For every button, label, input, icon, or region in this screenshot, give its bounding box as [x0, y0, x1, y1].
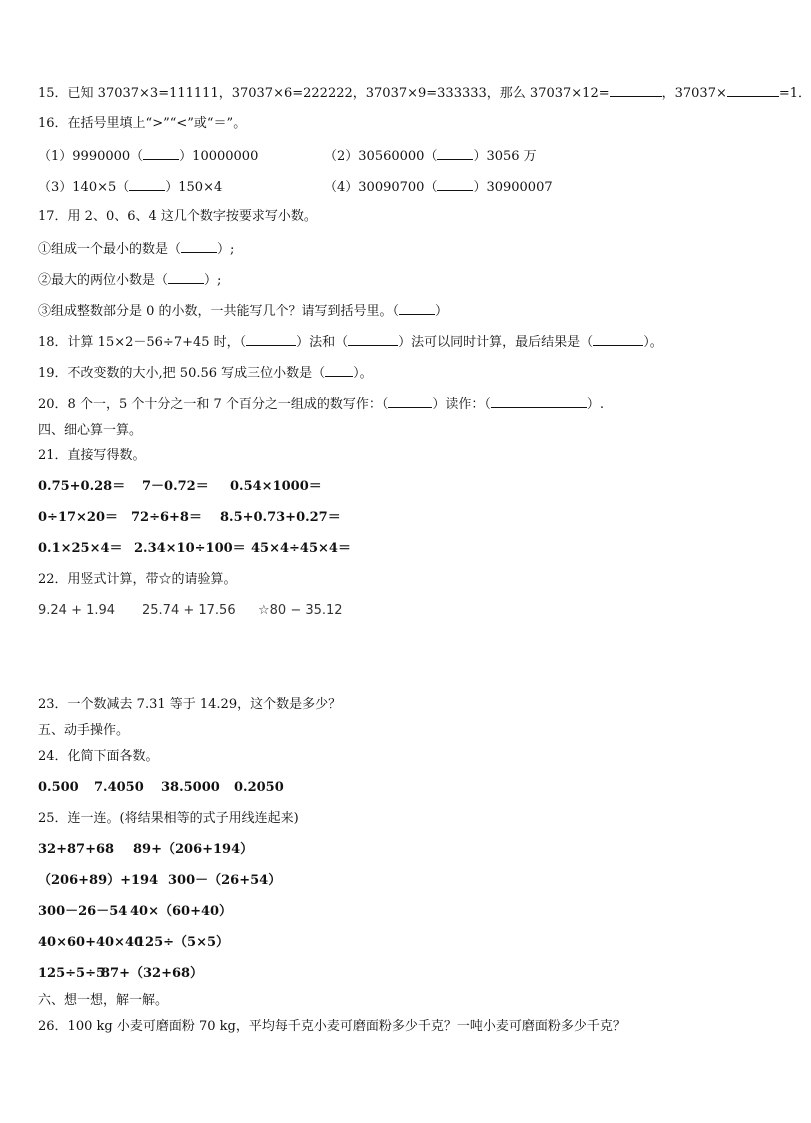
q16-item-3-post: ）150×4 [165, 180, 223, 195]
q25-right-expr: 300－（26+54） [168, 873, 282, 888]
q19-blank[interactable] [325, 364, 353, 377]
q18-text-b: ）法和（ [296, 335, 349, 350]
q17-item-1-blank[interactable] [181, 240, 217, 253]
q16-item-1-pre: （1）9990000（ [38, 149, 144, 164]
q15-blank-2[interactable] [727, 84, 779, 97]
q18-text-c: ）法可以同时计算，最后结果是（ [398, 335, 594, 350]
q17-item-3-blank[interactable] [399, 302, 435, 315]
q21-expr: 0.1×25×4＝ [38, 541, 123, 556]
q20-text-a: 20．8 个一，5 个十分之一和 7 个百分之一组成的数写作：（ [38, 397, 389, 412]
q25-left-expr: 32+87+68 [38, 842, 115, 857]
q21-expr: 8.5+0.73+0.27＝ [220, 510, 341, 525]
q17-item-2-pre: ②最大的两位小数是（ [38, 273, 169, 288]
q21-expr: 72÷6+8＝ [131, 510, 202, 525]
question-26: 26．100 kg 小麦可磨面粉 70 kg，平均每千克小麦可磨面粉多少千克？一吨小麦可磨面粉多少千克？ [38, 1019, 626, 1034]
q18-blank-1[interactable] [246, 333, 296, 346]
q24-number: 7.4050 [94, 780, 144, 795]
q16-item-3 [38, 178, 222, 196]
q15-text-a: 15． [38, 86, 68, 101]
q15-text-c: ，37037× [661, 86, 727, 101]
section-5-heading: 五、动手操作。 [38, 723, 130, 738]
q18-text-a: 18．计算 15×2－56÷7+45 时，（ [38, 335, 247, 350]
question-19 [38, 364, 373, 382]
q17-item-2-post: ）; [204, 273, 222, 288]
q25-left-expr: 125÷5÷5 [38, 966, 106, 981]
q16-item-4-blank[interactable] [437, 178, 473, 191]
q20-blank-1[interactable] [388, 395, 432, 408]
q25-right-expr: 125÷（5×5） [136, 935, 230, 950]
q16-item-3-pre: （3）140×5（ [38, 180, 130, 195]
q16-item-1-blank[interactable] [143, 147, 179, 160]
question-22-title: 22．用竖式计算，带☆的请验算。 [38, 572, 237, 587]
q16-item-1 [38, 147, 258, 165]
q17-item-2-blank[interactable] [168, 271, 204, 284]
question-15 [38, 84, 811, 102]
question-21-title: 21．直接写得数。 [38, 448, 146, 463]
q25-right-expr: 89+（206+194） [133, 842, 254, 857]
q17-item-1-post: ）; [217, 242, 235, 257]
q17-item-2 [38, 271, 221, 289]
q21-expr: 0÷17×20＝ [38, 510, 119, 525]
q20-text-b: ）读作：（ [432, 397, 491, 412]
q17-item-1 [38, 240, 234, 258]
q16-item-2-post: ）3056 万 [473, 149, 537, 164]
q25-right-expr: 40×（60+40） [130, 904, 233, 919]
question-20 [38, 395, 604, 413]
q22-expr-1: 9.24 + 1.94 [38, 603, 116, 618]
q25-right-expr: 87+（32+68） [101, 966, 204, 981]
q21-row-1 [38, 479, 322, 495]
q21-expr: 0.54×1000＝ [230, 479, 322, 494]
q24-number: 0.2050 [234, 780, 284, 795]
q22-expr-2: 25.74 + 17.56 [142, 603, 236, 618]
q21-row-2 [38, 510, 341, 526]
q16-item-2-blank[interactable] [437, 147, 473, 160]
q18-blank-2[interactable] [348, 333, 398, 346]
q25-left-expr: 300－26－54 [38, 904, 128, 919]
section-6-heading: 六、想一想，解一解。 [38, 993, 169, 1008]
q21-expr: 0.75+0.28＝ [38, 479, 126, 494]
q16-item-2-pre: （2）30560000（ [324, 149, 438, 164]
q15-text-d: =1． [778, 86, 811, 101]
q15-blank-1[interactable] [610, 84, 662, 97]
q17-item-3-post: ） [435, 304, 449, 319]
question-16-title: 16．在括号里填上“>”“<”或“＝”。 [38, 116, 247, 131]
q16-item-4-post: ）30900007 [473, 180, 553, 195]
q16-item-3-blank[interactable] [129, 178, 165, 191]
question-18 [38, 333, 663, 351]
q19-text-a: 19．不改变数的大小,把 50.56 写成三位小数是（ [38, 366, 326, 381]
q25-row-2 [38, 873, 281, 889]
q19-text-b: ）。 [353, 366, 373, 381]
q25-left-expr: （206+89）+194 [38, 873, 159, 888]
question-23: 23．一个数减去 7.31 等于 14.29，这个数是多少？ [38, 697, 342, 712]
question-25-title: 25．连一连。(将结果相等的式子用线连起来) [38, 811, 299, 826]
question-17-title: 17．用 2、0、6、4 这几个数字按要求写小数。 [38, 209, 317, 224]
q16-item-4-pre: （4）30090700（ [324, 180, 438, 195]
q17-item-3-pre: ③组成整数部分是 0 的小数，一共能写几个？请写到括号里。（ [38, 304, 400, 319]
section-4-heading: 四、细心算一算。 [38, 423, 143, 438]
q21-expr: 2.34×10÷100＝ [134, 541, 246, 556]
q18-blank-3[interactable] [593, 333, 643, 346]
q21-expr: 45×4÷45×4＝ [251, 541, 351, 556]
q25-left-expr: 40×60+40×40 [38, 935, 144, 950]
q16-item-2 [324, 147, 537, 165]
q25-row-5 [38, 966, 203, 982]
q16-item-1-post: ）10000000 [179, 149, 259, 164]
q21-expr: 7－0.72＝ [142, 479, 209, 494]
q24-items [38, 780, 284, 796]
q22-expressions [38, 603, 343, 619]
q15-text-b: 已知 37037×3=111111，37037×6=222222，37037×9=333333，那么 37037×12= [67, 86, 610, 101]
q21-row-3 [38, 541, 351, 557]
q25-row-1 [38, 842, 253, 858]
q25-row-4 [38, 935, 229, 951]
q20-text-c: ）. [586, 397, 605, 412]
q22-expr-3: ☆80 − 35.12 [258, 603, 343, 618]
q17-item-3 [38, 302, 448, 320]
q24-number: 38.5000 [161, 780, 220, 795]
q16-item-4 [324, 178, 553, 196]
q20-blank-2[interactable] [491, 395, 587, 408]
q18-text-d: ）。 [643, 335, 663, 350]
question-24-title: 24．化简下面各数。 [38, 749, 159, 764]
q24-number: 0.500 [38, 780, 79, 795]
q17-item-1-pre: ①组成一个最小的数是（ [38, 242, 182, 257]
q25-row-3 [38, 904, 232, 920]
